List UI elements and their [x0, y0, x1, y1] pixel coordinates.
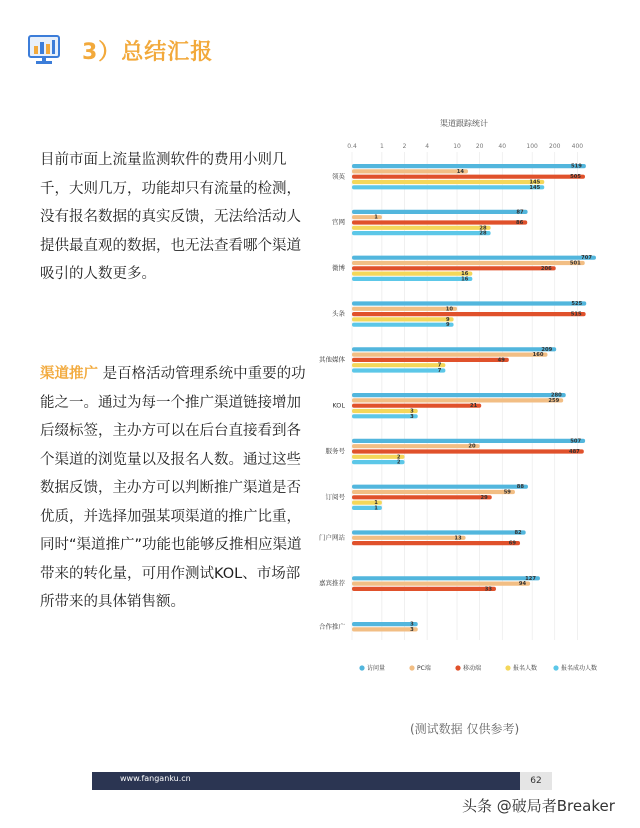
- channel-tracking-chart: [318, 112, 610, 682]
- bar: [352, 587, 496, 591]
- bar: [352, 485, 528, 489]
- bar: [352, 363, 445, 367]
- bar-value-label: 3: [410, 408, 414, 415]
- bar: [352, 444, 480, 448]
- bar: [352, 231, 491, 235]
- bar-value-label: 87: [516, 209, 524, 216]
- category-label: 订阅号: [325, 492, 345, 501]
- bar-value-label: 94: [518, 581, 527, 588]
- footer-url[interactable]: www.fanganku.cn: [120, 774, 191, 783]
- bar: [352, 368, 445, 372]
- category-label: 官网: [332, 218, 345, 227]
- bar: [352, 317, 454, 321]
- bar-value-label: 505: [570, 174, 581, 181]
- bar-value-label: 16: [461, 271, 469, 278]
- tick-label: 4: [425, 143, 430, 150]
- category-label: 领英: [332, 172, 345, 181]
- bar: [352, 530, 526, 534]
- section-title: 3）总结汇报: [82, 39, 214, 65]
- bar-value-label: 145: [529, 179, 541, 186]
- bar-value-label: 21: [469, 403, 478, 410]
- tick-label: 1: [379, 143, 384, 150]
- category-label: 服务号: [325, 447, 345, 456]
- bar-value-label: 525: [571, 301, 583, 307]
- tick-label: 200: [549, 143, 561, 150]
- legend-swatch: [455, 665, 460, 670]
- bar: [352, 627, 418, 631]
- legend-label: 报名成功人数: [561, 665, 598, 672]
- channel-highlight: 渠道推广: [40, 366, 98, 382]
- bar-value-label: 49: [497, 357, 505, 364]
- category-label: 头条: [332, 309, 345, 318]
- bar-value-label: 209: [541, 346, 553, 353]
- bar: [352, 266, 556, 270]
- legend-swatch: [359, 665, 364, 670]
- bar: [352, 404, 481, 408]
- bar: [352, 272, 472, 276]
- bar: [352, 226, 491, 230]
- bar-value-label: 10: [445, 306, 454, 313]
- tick-label: 0.4: [347, 143, 357, 150]
- bar: [352, 449, 584, 453]
- bar-value-label: 16: [461, 276, 469, 283]
- bar: [352, 393, 566, 397]
- bar: [352, 347, 556, 351]
- section-header: [28, 30, 213, 70]
- bar: [352, 175, 585, 179]
- bar-value-label: 145: [529, 184, 541, 191]
- bar: [352, 358, 509, 362]
- bar-value-label: 28: [479, 225, 487, 232]
- bar: [352, 277, 472, 281]
- bar: [352, 622, 418, 626]
- bar: [352, 439, 585, 443]
- bar-value-label: 3: [410, 626, 414, 633]
- bar: [352, 490, 515, 494]
- category-label: 合作推广: [319, 622, 345, 631]
- bar-value-label: 507: [570, 438, 582, 445]
- bar-value-label: 1: [374, 500, 378, 507]
- bar-value-label: 82: [514, 530, 522, 536]
- bar: [352, 180, 544, 184]
- tick-label: 20: [475, 143, 484, 150]
- legend-label: 访问量: [367, 665, 386, 672]
- bar-value-label: 14: [456, 168, 465, 175]
- bar: [352, 409, 418, 413]
- bar-value-label: 3: [410, 621, 414, 628]
- legend-label: PC端: [417, 665, 431, 672]
- bar: [352, 495, 492, 499]
- chart-svg: [318, 112, 610, 682]
- legend-swatch: [553, 665, 558, 670]
- category-label: 嘉宾推荐: [319, 579, 345, 588]
- bar: [352, 536, 466, 540]
- bar: [352, 307, 457, 311]
- tick-label: 400: [571, 143, 584, 150]
- tick-label: 2: [402, 143, 407, 150]
- bar: [352, 353, 547, 357]
- test-data-note: (测试数据 仅供参考): [410, 722, 520, 736]
- bar-value-label: 487: [568, 449, 580, 455]
- page-number: 62: [520, 772, 552, 790]
- bar: [352, 261, 585, 265]
- bar-value-label: 2: [396, 459, 401, 466]
- bar-value-label: 127: [525, 575, 536, 582]
- chart-title: 渠道跟踪统计: [440, 119, 488, 128]
- channel-description: 是百格活动管理系统中重要的功能之一。通过为每一个推广渠道链接增加后缀标签，主办方可以在后台直接看到各个渠道的浏览量以及报名人数。通过这些数据反馈，主办方可以判断推广渠道是否优质，并选择加强某项渠道的推广比重，同时“渠道推广”功能也能够反推相应渠道带来的转化量，可用作测试KOL、市场部所带来的具体销售额。: [40, 366, 306, 610]
- bar-value-label: 280: [550, 392, 562, 399]
- category-label: 门户网站: [319, 533, 345, 542]
- bar: [352, 414, 418, 418]
- bar-value-label: 206: [540, 265, 552, 272]
- bar: [352, 220, 527, 224]
- bar: [352, 164, 586, 168]
- bar-value-label: 88: [516, 484, 524, 491]
- bar-value-label: 3: [410, 413, 414, 420]
- bar: [352, 185, 544, 189]
- bar-value-label: 13: [454, 535, 462, 542]
- bar-value-label: 1: [374, 214, 378, 221]
- bar-value-label: 28: [479, 230, 487, 237]
- chart-monitor-icon: [28, 35, 60, 65]
- bar-value-label: 69: [508, 540, 517, 547]
- bar: [352, 301, 586, 305]
- bar: [352, 169, 468, 173]
- tick-label: 40: [498, 143, 507, 150]
- tick-label: 10: [453, 143, 461, 150]
- bar-value-label: 160: [532, 352, 544, 359]
- bar-value-label: 519: [571, 163, 582, 170]
- category-label: KOL: [332, 401, 345, 410]
- bar-value-label: 59: [503, 489, 511, 496]
- bar: [352, 323, 454, 327]
- category-label: 微博: [332, 263, 345, 272]
- bar-value-label: 33: [484, 586, 492, 593]
- bar-value-label: 86: [515, 220, 524, 226]
- bar: [352, 398, 563, 402]
- bar-value-label: 515: [570, 311, 582, 318]
- bar: [352, 312, 586, 316]
- bar-value-label: 707: [581, 255, 592, 262]
- bar-value-label: 259: [548, 397, 560, 404]
- bar-value-label: 9: [445, 322, 450, 329]
- bar: [352, 576, 540, 580]
- bar: [352, 256, 596, 260]
- legend-label: 移动端: [463, 665, 482, 672]
- bar-value-label: 1: [374, 505, 378, 512]
- tick-label: 100: [526, 143, 538, 150]
- legend-label: 报名人数: [513, 665, 538, 672]
- bar-value-label: 7: [437, 362, 442, 369]
- bar: [352, 210, 528, 214]
- channel-paragraph: [40, 360, 312, 617]
- bar-value-label: 501: [569, 260, 581, 267]
- bar-value-label: 2: [396, 454, 401, 461]
- bar: [352, 541, 520, 545]
- legend-swatch: [505, 665, 510, 670]
- watermark: 头条 @破局者Breaker: [462, 797, 615, 815]
- bar-value-label: 29: [480, 494, 488, 501]
- bar-value-label: 7: [437, 368, 442, 374]
- category-label: 其他媒体: [319, 355, 345, 364]
- bar-value-label: 20: [468, 443, 476, 450]
- bar-value-label: 9: [445, 316, 450, 323]
- legend-swatch: [409, 665, 414, 670]
- intro-paragraph: 目前市面上流量监测软件的费用小则几千，大则几万，功能却只有流量的检测，没有报名数据的真实反馈，无法给活动人提供最直观的数据，也无法查看哪个渠道吸引的人数更多。: [40, 152, 301, 282]
- bar: [352, 582, 530, 586]
